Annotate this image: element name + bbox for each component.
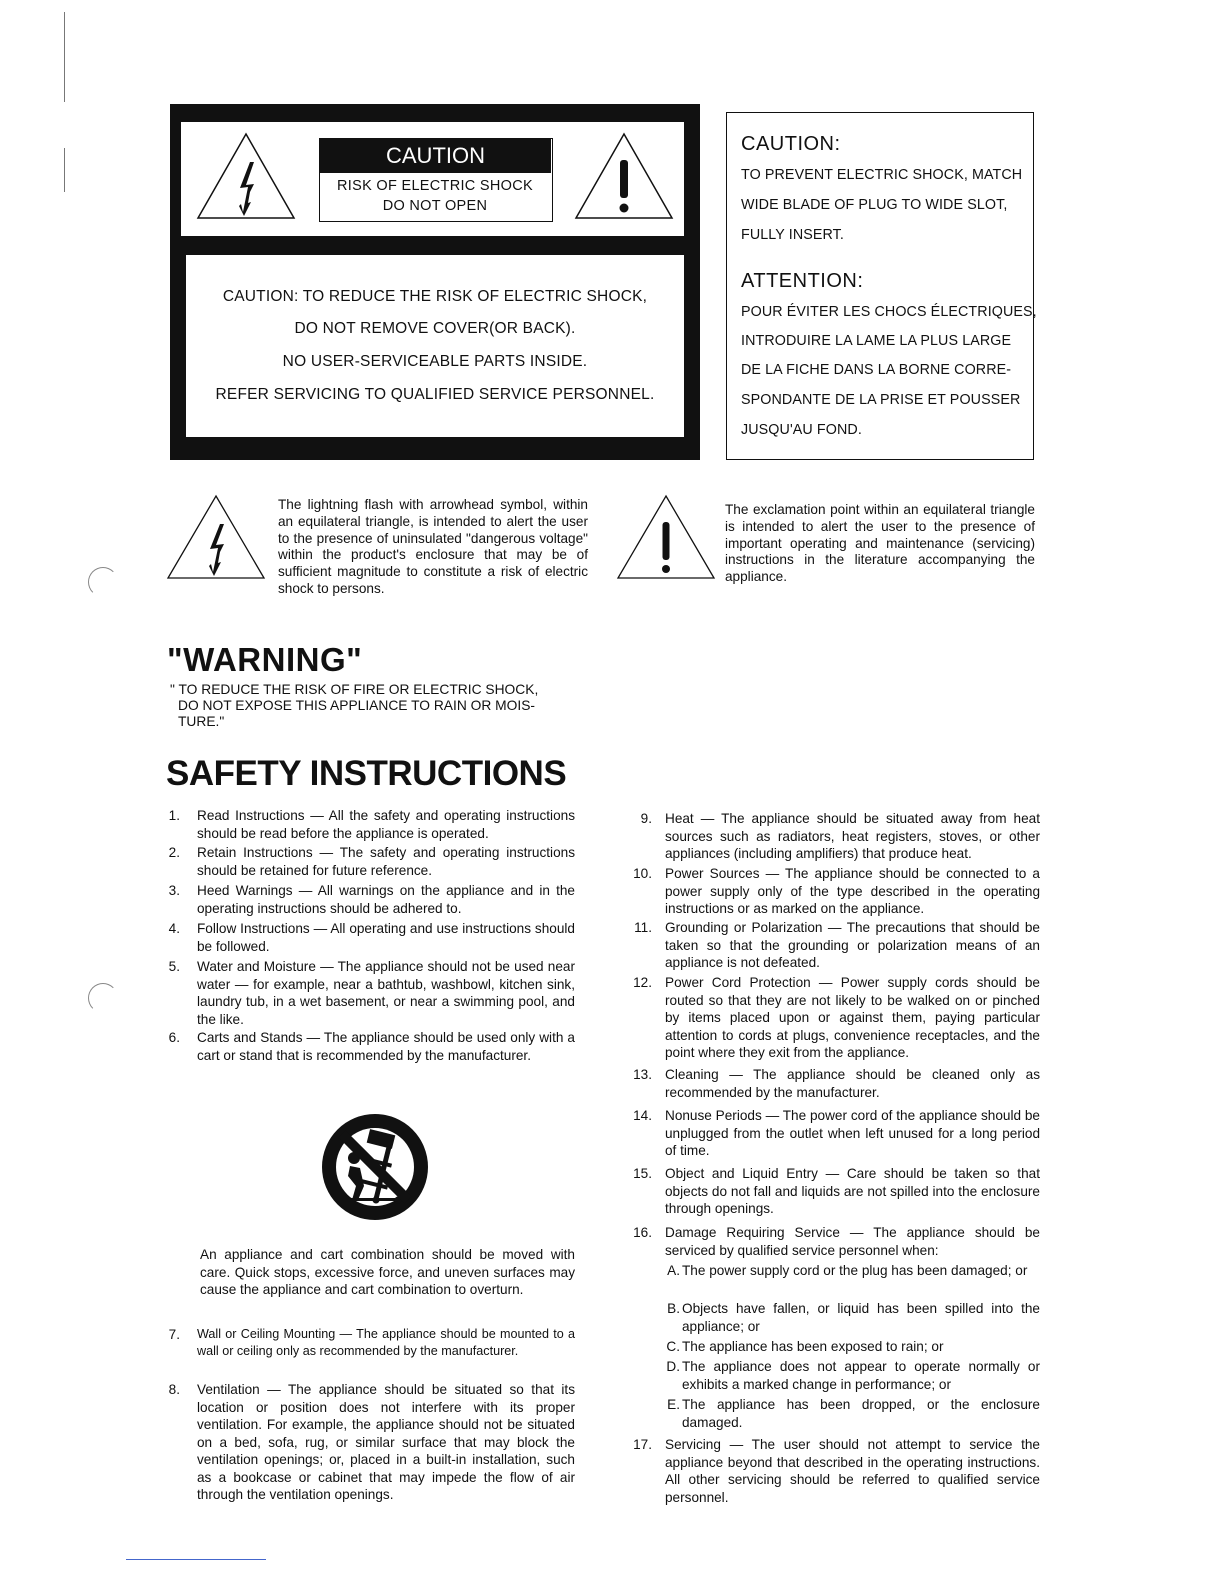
item-number: 5. [168, 959, 180, 974]
item-text: Wall or Ceiling Mounting — The appliance should be mounted to a wall or ceiling only as recommended by the manufacturer. [197, 1327, 575, 1358]
scan-margin-line [64, 148, 65, 192]
attention-line: POUR ÉVITER LES CHOCS ÉLECTRIQUES, [741, 304, 1037, 320]
attention-title: ATTENTION: [741, 270, 864, 292]
item-number: 10. [633, 866, 652, 881]
attention-line: SPONDANTE DE LA PRISE ET POUSSER [741, 392, 1021, 408]
binder-hole-mark [88, 567, 118, 597]
caution-label: CAUTION [320, 139, 551, 173]
scan-margin-line [64, 12, 65, 102]
item-text: Follow Instructions — All operating and use instructions should be followed. [197, 921, 575, 954]
sub-item-letter: A. [667, 1263, 680, 1278]
item-text: Damage Requiring Service — The appliance should be serviced by qualified service personnel when: [665, 1225, 1040, 1258]
item-number: 15. [633, 1166, 652, 1181]
item-text: Nonuse Periods — The power cord of the appliance should be unplugged from the outlet when left unused for a long period of time. [665, 1108, 1040, 1158]
sub-item-letter: E. [667, 1397, 680, 1412]
attention-line: JUSQU'AU FOND. [741, 422, 862, 438]
caution-open-line: DO NOT OPEN [382, 198, 488, 214]
item-text: Cleaning — The appliance should be cleaned only as recommended by the manufacturer. [665, 1067, 1040, 1100]
exclamation-triangle-icon [574, 132, 674, 220]
exclamation-explanation: The exclamation point within an equilateral triangle is intended to alert the user to the presence of important operating and maintenance (servicing) instructions in the literature accompanying the appliance. [725, 502, 1035, 585]
sub-item-letter: C. [666, 1339, 680, 1354]
sub-item-text: The appliance has been dropped, or the enclosure damaged. [682, 1397, 1040, 1430]
item-number: 9. [640, 811, 652, 826]
item-number: 3. [168, 883, 180, 898]
item-number: 13. [633, 1067, 652, 1082]
item-number: 1. [168, 808, 180, 823]
item-number: 2. [168, 845, 180, 860]
item-text: Power Cord Protection — Power supply cords should be routed so that they are not likely to be walked on or pinched by items placed upon or against them, paying particular attention to cords at plugs, convenience receptacles, and the point where they exit from the appliance. [665, 975, 1040, 1060]
item-number: 11. [634, 920, 652, 935]
caution-lower-line: DO NOT REMOVE COVER(OR BACK). [294, 320, 576, 337]
item-number: 6. [168, 1030, 180, 1045]
item-number: 16. [633, 1225, 652, 1240]
cart-caption: An appliance and cart combination should be moved with care. Quick stops, excessive force, and uneven surfaces may cause the appliance and cart combination to overturn. [200, 1247, 575, 1297]
item-text: Object and Liquid Entry — Care should be taken so that objects do not fall and liquids are not spilled into the enclosure through openings. [665, 1166, 1040, 1216]
warning-line: " TO REDUCE THE RISK OF FIRE OR ELECTRIC SHOCK, [170, 682, 539, 697]
sub-item-letter: B. [667, 1301, 680, 1316]
caution-lower-line: CAUTION: TO REDUCE THE RISK OF ELECTRIC SHOCK, [222, 288, 648, 305]
lightning-explanation: The lightning flash with arrowhead symbol, within an equilateral triangle, is intended to alert the user to the presence of uninsulated "dangerous voltage" within the product's enclosure that may be of sufficient magnitude to constitute a risk of electric shock to persons. [278, 497, 588, 596]
item-text: Ventilation — The appliance should be situated so that its location or position does not interfere with its proper ventilation. For example, the appliance should not be situated on a bed, sofa, rug, or similar surface that may block the ventilation openings; or, placed in a built-in installation, such as a bookcase or cabinet that may impede the flow of air through the ventilation openings. [197, 1382, 575, 1502]
lightning-triangle-icon [196, 132, 296, 220]
item-text: Read Instructions — All the safety and operating instructions should be read before the appliance is operated. [197, 808, 575, 841]
safety-instructions-title: SAFETY INSTRUCTIONS [166, 754, 567, 793]
warning-title: "WARNING" [167, 641, 363, 678]
item-number: 17. [633, 1437, 652, 1452]
sub-item-text: Objects have fallen, or liquid has been spilled into the appliance; or [682, 1301, 1040, 1334]
warning-line: TURE." [178, 714, 225, 729]
item-number: 4. [168, 921, 180, 936]
item-number: 12. [633, 975, 652, 990]
sub-item-text: The power supply cord or the plug has been damaged; or [682, 1263, 1028, 1278]
item-text: Power Sources — The appliance should be connected to a power supply only of the type described in the operating instructions or as marked on the appliance. [665, 866, 1040, 916]
caution-lower-line: REFER SERVICING TO QUALIFIED SERVICE PERSONNEL. [215, 386, 655, 403]
plug-caution-line: FULLY INSERT. [741, 227, 845, 243]
caution-risk-line: RISK OF ELECTRIC SHOCK [337, 178, 533, 194]
sub-item-letter: D. [666, 1359, 680, 1374]
binder-hole-mark [88, 983, 118, 1013]
attention-line: DE LA FICHE DANS LA BORNE CORRE- [741, 362, 1012, 378]
lightning-triangle-icon [166, 494, 266, 580]
cart-tip-over-icon [318, 1110, 432, 1224]
caution-lower-line: NO USER-SERVICEABLE PARTS INSIDE. [282, 353, 588, 370]
item-text: Water and Moisture — The appliance should not be used near water — for example, near a bathtub, washbowl, kitchen sink, laundry tub, in a wet basement, or near a swimming pool, and the like. [197, 959, 575, 1027]
item-text: Servicing — The user should not attempt to service the appliance beyond that described in the operating instructions. All other servicing should be referred to qualified service personnel. [665, 1437, 1040, 1505]
item-number: 8. [168, 1382, 180, 1397]
item-text: Grounding or Polarization — The precautions that should be taken so that the grounding or polarization means of an appliance is not defeated. [665, 920, 1040, 970]
item-text: Heat — The appliance should be situated away from heat sources such as radiators, heat registers, stoves, or other appliances (including amplifiers) that produce heat. [665, 811, 1040, 861]
plug-caution-line: TO PREVENT ELECTRIC SHOCK, MATCH [741, 167, 1023, 183]
plug-caution-line: WIDE BLADE OF PLUG TO WIDE SLOT, [741, 197, 1008, 213]
sub-item-text: The appliance has been exposed to rain; or [682, 1339, 944, 1354]
sub-item-text: The appliance does not appear to operate normally or exhibits a marked change in performance; or [682, 1359, 1040, 1392]
item-text: Heed Warnings — All warnings on the appliance and in the operating instructions should be adhered to. [197, 883, 575, 916]
scan-bottom-line [126, 1559, 266, 1560]
item-number: 14. [633, 1108, 652, 1123]
item-number: 7. [168, 1327, 180, 1342]
warning-line: DO NOT EXPOSE THIS APPLIANCE TO RAIN OR MOIS- [178, 698, 536, 713]
caution-lower-panel [186, 255, 684, 437]
item-text: Retain Instructions — The safety and operating instructions should be retained for future reference. [197, 845, 575, 878]
attention-line: INTRODUIRE LA LAME LA PLUS LARGE [741, 333, 1012, 349]
exclamation-triangle-icon [616, 494, 716, 580]
plug-caution-title: CAUTION: [741, 133, 841, 155]
item-text: Carts and Stands — The appliance should be used only with a cart or stand that is recommended by the manufacturer. [197, 1030, 575, 1063]
